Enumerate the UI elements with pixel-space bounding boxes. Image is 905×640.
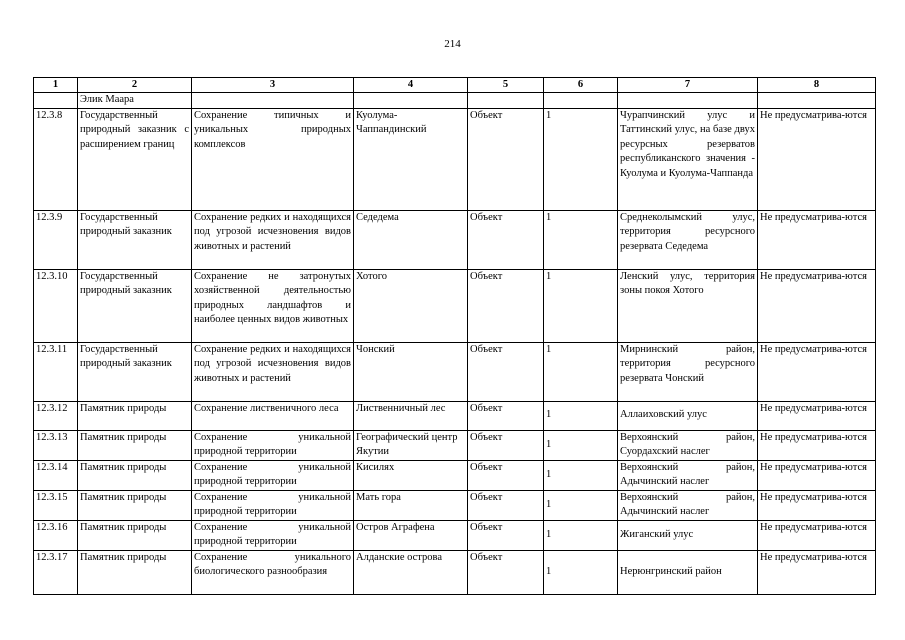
table-cell: 1 bbox=[544, 108, 618, 210]
table-row bbox=[34, 210, 876, 269]
table-cell: Не предусматрива-ются bbox=[758, 460, 876, 490]
table-cell: 1 bbox=[544, 269, 618, 342]
table-cell: Ленский улус, территория зоны покоя Хотого bbox=[618, 269, 758, 342]
table-cell: Объект bbox=[468, 401, 544, 430]
table-cell: Памятник природы bbox=[78, 460, 192, 490]
table-cell: Сохранение уникального биологического разнообразия bbox=[192, 550, 354, 594]
table-cell: Объект bbox=[468, 210, 544, 269]
table-cell bbox=[758, 93, 876, 109]
table-cell: Сохранение лиственичного леса bbox=[192, 401, 354, 430]
table-cell: Объект bbox=[468, 520, 544, 550]
table-cell: Чурапчинский улус и Таттинский улус, на базе двух ресурсных резерватов республиканского значения - Куолума и Куолума-Чаппанда bbox=[618, 108, 758, 210]
table-cell: 12.3.13 bbox=[34, 430, 78, 460]
table-cell: Географический центр Якутии bbox=[354, 430, 468, 460]
table-row bbox=[34, 342, 876, 401]
table-cell: Куолума-Чаппандинский bbox=[354, 108, 468, 210]
table-cell: Алданские острова bbox=[354, 550, 468, 594]
table-cell: Не предусматрива-ются bbox=[758, 342, 876, 401]
table-cell: Не предусматрива-ются bbox=[758, 550, 876, 594]
table-cell: Не предусматрива-ются bbox=[758, 401, 876, 430]
table-cell: Сохранение уникальной природной территории bbox=[192, 460, 354, 490]
table-row bbox=[34, 520, 876, 550]
table-cell: 12.3.12 bbox=[34, 401, 78, 430]
table-cell: 12.3.8 bbox=[34, 108, 78, 210]
table-cell: Сохранение уникальной природной территории bbox=[192, 490, 354, 520]
table-cell: 1 bbox=[544, 550, 618, 594]
table-cell: Объект bbox=[468, 490, 544, 520]
table-cell: Кисилях bbox=[354, 460, 468, 490]
header-cell: 7 bbox=[618, 78, 758, 93]
table-cell: Государственный природный заказник bbox=[78, 269, 192, 342]
table-cell: Памятник природы bbox=[78, 520, 192, 550]
table-cell bbox=[354, 93, 468, 109]
table-cell: 12.3.10 bbox=[34, 269, 78, 342]
table-cell: Памятник природы bbox=[78, 430, 192, 460]
table-cell: Сохранение типичных и уникальных природных комплексов bbox=[192, 108, 354, 210]
table-cell: Верхоянский район, Адычинский наслег bbox=[618, 460, 758, 490]
table-row bbox=[34, 430, 876, 460]
table-cell: Сохранение не затронутых хозяйственной деятельностью природных ландшафтов и наиболее ценных видов животных bbox=[192, 269, 354, 342]
table-cell: Мать гора bbox=[354, 490, 468, 520]
table-cell: 1 bbox=[544, 401, 618, 430]
page-number: 214 bbox=[444, 38, 461, 50]
table-row bbox=[34, 401, 876, 430]
table-cell: Среднеколымский улус, территория ресурсного резервата Седедема bbox=[618, 210, 758, 269]
table-cell: Чонский bbox=[354, 342, 468, 401]
header-cell: 1 bbox=[34, 78, 78, 93]
table-cell: 12.3.14 bbox=[34, 460, 78, 490]
table-cell: Объект bbox=[468, 430, 544, 460]
header-cell: 4 bbox=[354, 78, 468, 93]
table-cell: 12.3.16 bbox=[34, 520, 78, 550]
table-cell: 1 bbox=[544, 430, 618, 460]
table-cell: Сохранение редких и находящихся под угрозой исчезновения видов животных и растений bbox=[192, 210, 354, 269]
table-cell: 1 bbox=[544, 520, 618, 550]
table-cell: 1 bbox=[544, 460, 618, 490]
table-cell: 12.3.9 bbox=[34, 210, 78, 269]
table-cell bbox=[468, 93, 544, 109]
table-cell: 12.3.17 bbox=[34, 550, 78, 594]
table-cell: Не предусматрива-ются bbox=[758, 520, 876, 550]
table-cell: 1 bbox=[544, 342, 618, 401]
table-cell: Остров Аграфена bbox=[354, 520, 468, 550]
table-cell: Верхоянский район, Суордахский наслег bbox=[618, 430, 758, 460]
table-cell: Сохранение уникальной природной территории bbox=[192, 520, 354, 550]
table-cell: Памятник природы bbox=[78, 490, 192, 520]
table-cell: Объект bbox=[468, 269, 544, 342]
table-cell: Хотого bbox=[354, 269, 468, 342]
table-cell: Объект bbox=[468, 342, 544, 401]
table-cell: Не предусматрива-ются bbox=[758, 108, 876, 210]
continuation-row bbox=[34, 93, 876, 109]
table-cell: Элик Маара bbox=[78, 93, 192, 109]
table-cell: Объект bbox=[468, 460, 544, 490]
table-cell: 12.3.15 bbox=[34, 490, 78, 520]
table-cell: 1 bbox=[544, 210, 618, 269]
table-cell: Государственный природный заказник bbox=[78, 342, 192, 401]
table-cell: Не предусматрива-ются bbox=[758, 269, 876, 342]
table-cell: Сохранение редких и находящихся под угрозой исчезновения видов животных и растений bbox=[192, 342, 354, 401]
table-cell: Объект bbox=[468, 550, 544, 594]
table-cell: Не предусматрива-ются bbox=[758, 490, 876, 520]
header-cell: 5 bbox=[468, 78, 544, 93]
table-cell: Жиганский улус bbox=[618, 520, 758, 550]
data-table bbox=[33, 77, 876, 595]
table-cell: Аллаиховский улус bbox=[618, 401, 758, 430]
table-row bbox=[34, 460, 876, 490]
table-cell: Седедема bbox=[354, 210, 468, 269]
header-cell: 2 bbox=[78, 78, 192, 93]
table-cell: Государственный природный заказник с расширением границ bbox=[78, 108, 192, 210]
header-cell: 8 bbox=[758, 78, 876, 93]
table-cell: Лиственничный лес bbox=[354, 401, 468, 430]
table-cell bbox=[544, 93, 618, 109]
table-cell: Объект bbox=[468, 108, 544, 210]
table-row bbox=[34, 550, 876, 594]
table-cell: Верхоянский район, Адычинский наслег bbox=[618, 490, 758, 520]
table-row bbox=[34, 490, 876, 520]
table-cell bbox=[192, 93, 354, 109]
table-cell: Государственный природный заказник bbox=[78, 210, 192, 269]
table-cell: Памятник природы bbox=[78, 550, 192, 594]
table-cell: Не предусматрива-ются bbox=[758, 210, 876, 269]
table-row bbox=[34, 108, 876, 210]
table-cell: Нерюнгринский район bbox=[618, 550, 758, 594]
table-cell: Памятник природы bbox=[78, 401, 192, 430]
header-cell: 3 bbox=[192, 78, 354, 93]
header-row bbox=[34, 78, 876, 93]
table-cell bbox=[618, 93, 758, 109]
table-cell: Не предусматрива-ются bbox=[758, 430, 876, 460]
table-cell: 1 bbox=[544, 490, 618, 520]
table-cell: Мирнинский район, территория ресурсного резервата Чонский bbox=[618, 342, 758, 401]
header-cell: 6 bbox=[544, 78, 618, 93]
table-row bbox=[34, 269, 876, 342]
table-cell: 12.3.11 bbox=[34, 342, 78, 401]
table-cell bbox=[34, 93, 78, 109]
table-cell: Сохранение уникальной природной территории bbox=[192, 430, 354, 460]
